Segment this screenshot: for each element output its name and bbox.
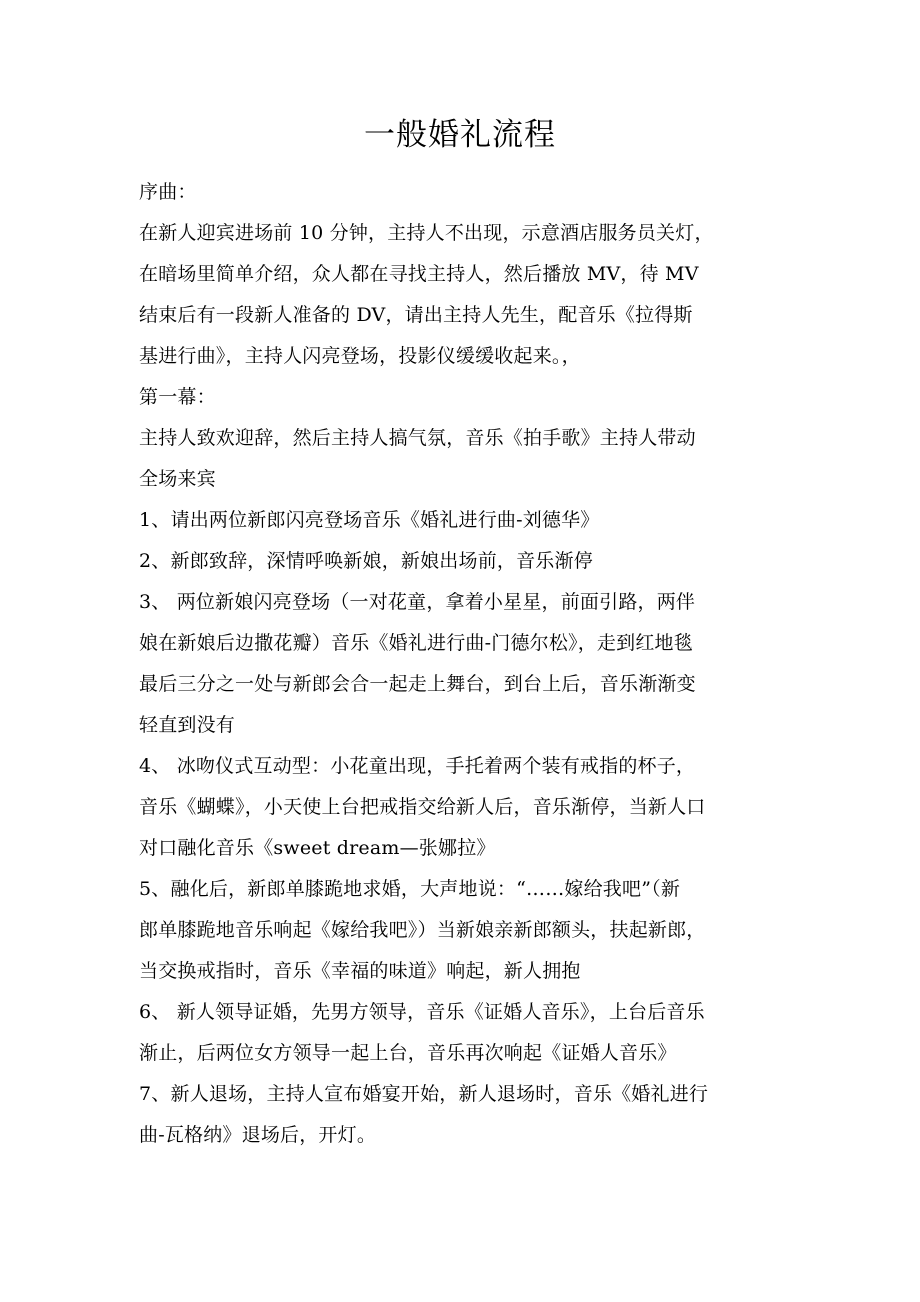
text-line: 在暗场里简单介绍，众人都在寻找主持人，然后播放 MV，待 MV [139, 263, 699, 285]
text-line: 3、 两位新娘闪亮登场（一对花童，拿着小星星，前面引路，两伴 [139, 591, 696, 613]
text-line: 序曲： [139, 181, 197, 203]
text-line: 基进行曲》，主持人闪亮登场，投影仪缓缓收起来。， [139, 345, 581, 367]
text-line: 5、融化后，新郎单膝跪地求婚，大声地说：“……嫁给我吧”（新 [139, 878, 681, 900]
text-line: 6、 新人领导证婚，先男方领导，音乐《证婚人音乐》，上台后音乐 [139, 1001, 705, 1023]
text-line: 7、新人退场，主持人宣布婚宴开始，新人退场时，音乐《婚礼进行 [139, 1083, 709, 1105]
text-line: 最后三分之一处与新郎会合一起走上舞台，到台上后，音乐渐渐变 [139, 673, 696, 695]
text-line: 在新人迎宾进场前 10 分钟，主持人不出现，示意酒店服务员关灯， [139, 222, 714, 244]
document-body [139, 172, 785, 1156]
text-line: 全场来宾 [139, 468, 216, 490]
text-line: 结束后有一段新人准备的 DV，请出主持人先生，配音乐《拉得斯 [139, 304, 693, 326]
text-line: 娘在新娘后边撒花瓣）音乐《婚礼进行曲-门德尔松》，走到红地毯 [139, 632, 693, 654]
text-line: 主持人致欢迎辞，然后主持人搞气氛，音乐《拍手歌》主持人带动 [139, 427, 696, 449]
page-title: 一般婚礼流程 [364, 117, 556, 153]
text-line: 轻直到没有 [139, 714, 236, 736]
text-line: 对口融化音乐《sweet dream—张娜拉》 [139, 837, 496, 859]
text-line: 1、请出两位新郎闪亮登场音乐《婚礼进行曲-刘德华》 [139, 509, 600, 531]
text-line: 音乐《蝴蝶》，小天使上台把戒指交给新人后，音乐渐停，当新人口 [139, 796, 706, 818]
text-line: 渐止，后两位女方领导一起上台，音乐再次响起《证婚人音乐》 [139, 1042, 677, 1064]
text-line: 第一幕： [139, 386, 216, 408]
text-line: 2、新郎致辞，深情呼唤新娘，新娘出场前，音乐渐停 [139, 550, 593, 572]
text-line: 曲-瓦格纳》退场后，开灯。 [139, 1124, 377, 1146]
text-line: 4、 冰吻仪式互动型：小花童出现，手托着两个装有戒指的杯子， [139, 755, 696, 777]
text-line: 郎单膝跪地音乐响起《嫁给我吧》）当新娘亲新郎额头，扶起新郎， [139, 919, 706, 941]
text-line: 当交换戒指时，音乐《幸福的味道》响起，新人拥抱 [139, 960, 581, 982]
